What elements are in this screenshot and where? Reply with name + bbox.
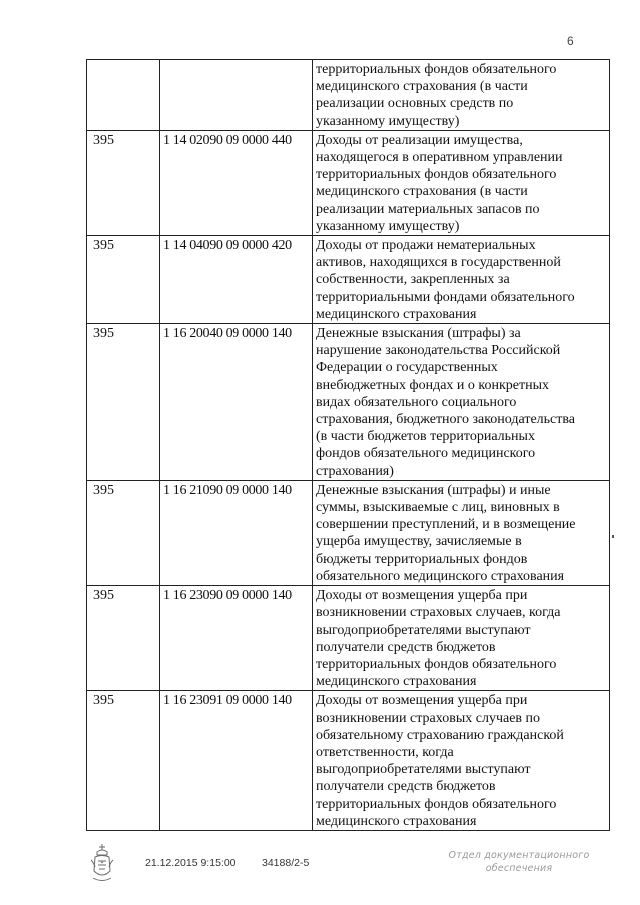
footer-timestamp: 21.12.2015 9:15:00: [145, 857, 236, 869]
table-row: [87, 586, 610, 691]
department-stamp: [444, 849, 594, 875]
admin-code-cell: 395: [87, 480, 160, 585]
coat-of-arms-icon: [88, 841, 116, 885]
revenue-code-cell: [160, 60, 313, 131]
page-number: 6: [567, 34, 574, 48]
revenue-code-cell: 1 16 21090 09 0000 140: [160, 480, 313, 585]
stamp-line-2: обеспечения: [485, 863, 553, 874]
admin-code-cell: [87, 60, 160, 131]
scan-mark: [612, 535, 614, 538]
description-text: Доходы от продажи нематериальных активов, находящихся в государственной собственности, закрепленных за территориальными фондами обязательного медицинского страхования: [316, 238, 575, 322]
revenue-code-cell: 1 14 02090 09 0000 440: [160, 130, 313, 235]
revenue-code-cell: 1 16 23090 09 0000 140: [160, 586, 313, 691]
description-cell: [313, 480, 610, 585]
table-row: [87, 324, 610, 481]
revenue-code-cell: 1 16 23091 09 0000 140: [160, 691, 313, 831]
table-row: [87, 236, 610, 324]
revenue-codes-table: [86, 59, 610, 831]
description-cell: [313, 236, 610, 324]
table-row: [87, 691, 610, 831]
admin-code-cell: 395: [87, 324, 160, 481]
table-row: [87, 60, 610, 131]
revenue-code-cell: 1 16 20040 09 0000 140: [160, 324, 313, 481]
admin-code-cell: 395: [87, 586, 160, 691]
description-cell: [313, 130, 610, 235]
description-cell: [313, 586, 610, 691]
admin-code-cell: 395: [87, 130, 160, 235]
stamp-line-1: Отдел документационного: [448, 850, 590, 861]
description-cell: [313, 60, 610, 131]
description-text: Доходы от возмещения ущерба при возникновении страховых случаев по обязательному страхованию гражданской ответственности, когда выгодоприобретателями выступают получатели средств бюджетов территориальных фондов обязательного медицинского страхования: [316, 693, 564, 829]
description-cell: [313, 691, 610, 831]
description-text: Доходы от реализации имущества, находящегося в оперативном управлении территориальных фондов обязательного медицинского страхования (в части реализации материальных запасов по указанному имуществу): [316, 132, 563, 234]
table-row: [87, 480, 610, 585]
description-cell: [313, 324, 610, 481]
description-text: Доходы от возмещения ущерба при возникновении страховых случаев, когда выгодоприобретателями выступают получатели средств бюджетов территориальных фондов обязательного медицинского страхования: [316, 588, 561, 690]
admin-code-cell: 395: [87, 236, 160, 324]
revenue-code-cell: 1 14 04090 09 0000 420: [160, 236, 313, 324]
description-text: Денежные взыскания (штрафы) и иные суммы, взыскиваемые с лиц, виновных в совершении преступлений, и в возмещение ущерба имуществу, зачисляемые в бюджеты территориальных фондов обязательного медицинского страхования: [316, 482, 576, 584]
admin-code-cell: 395: [87, 691, 160, 831]
description-text: Денежные взыскания (штрафы) за нарушение законодательства Российской Федерации о государственных внебюджетных фондах и о конкретных видах обязательного социального страхования, бюджетного законодательства (в части бюджетов территориальных фондов обязательного медицинского страхования): [316, 326, 576, 479]
description-text: территориальных фондов обязательного медицинского страхования (в части реализации основных средств по указанному имуществу): [316, 62, 557, 129]
table-row: [87, 130, 610, 235]
footer-document-number: 34188/2-5: [262, 857, 310, 869]
